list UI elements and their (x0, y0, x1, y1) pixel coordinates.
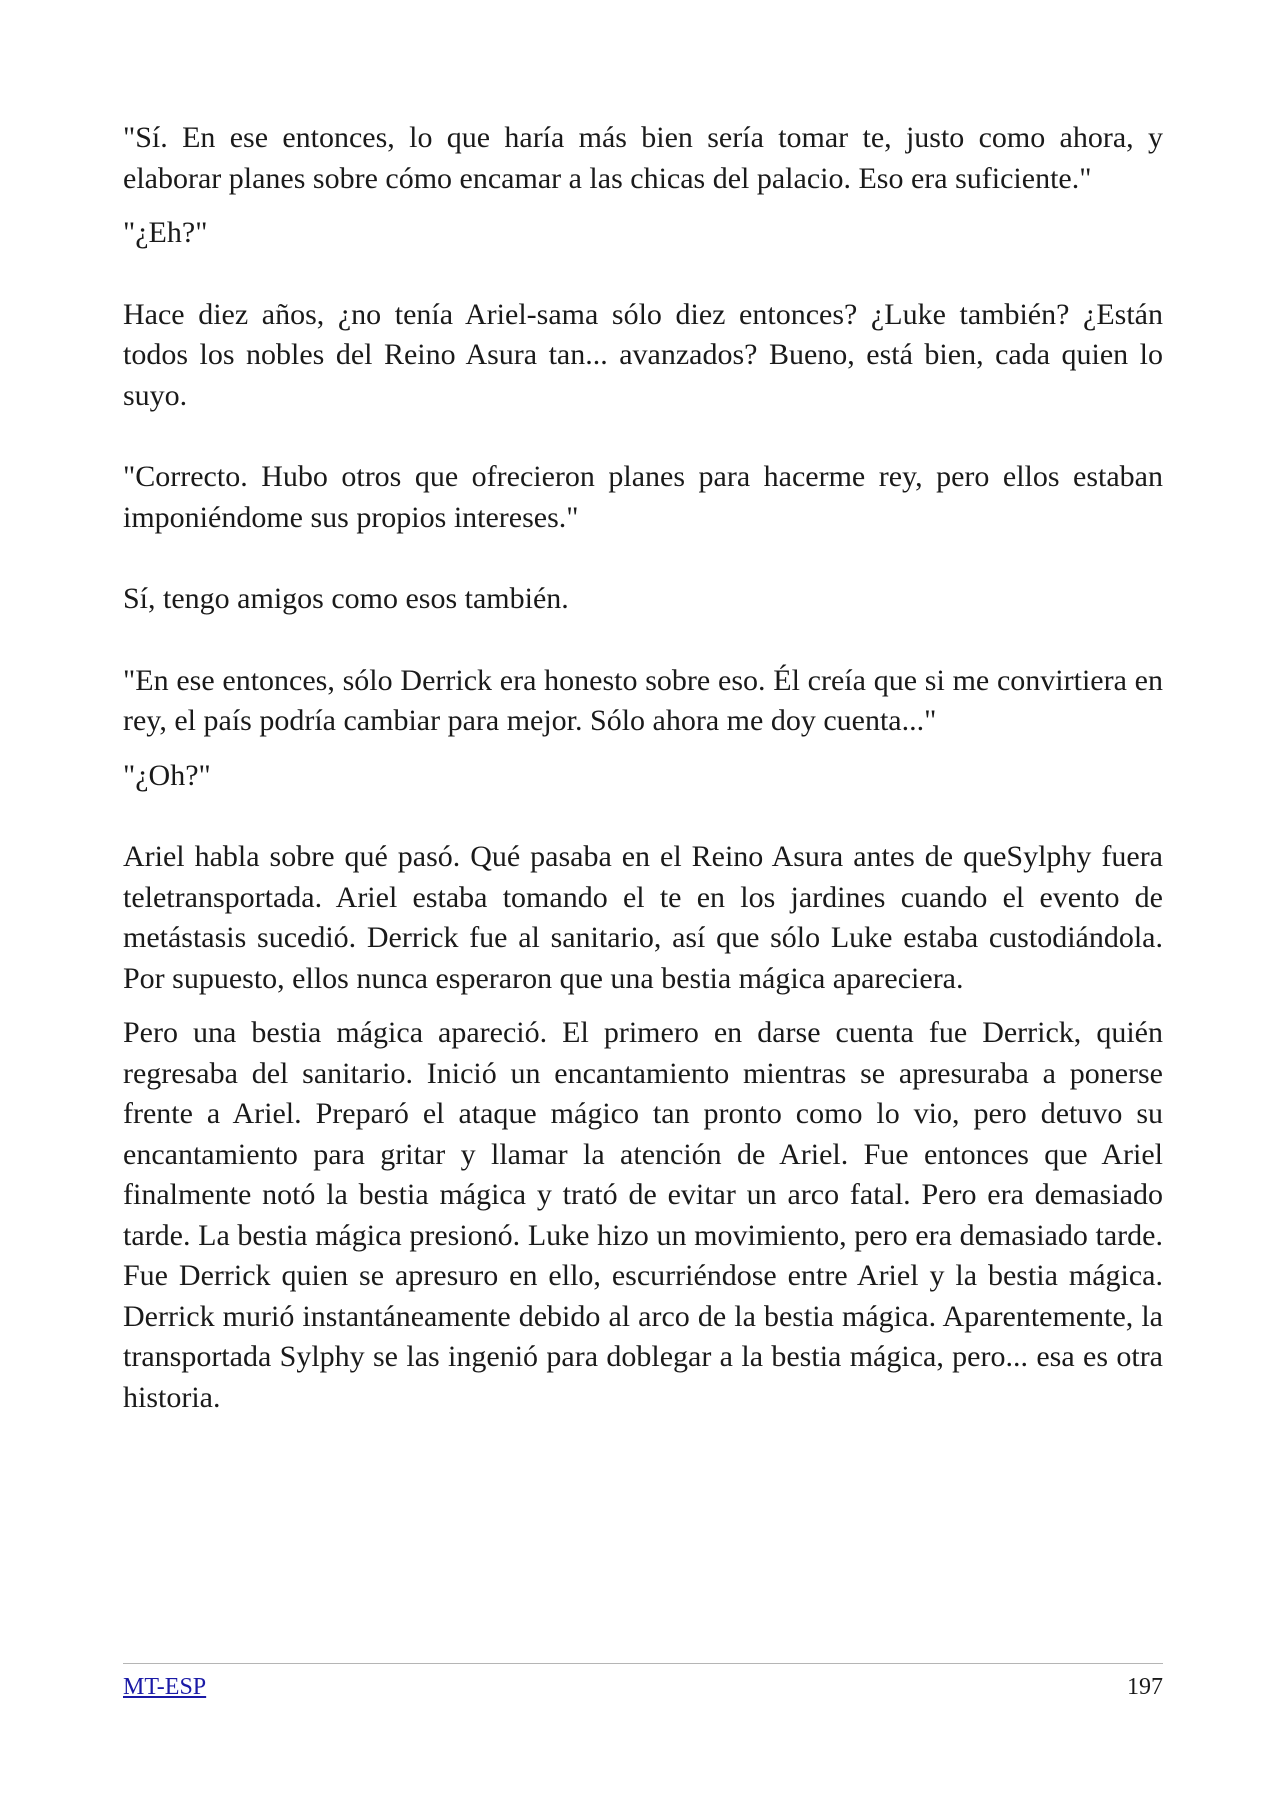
paragraph-1: "Sí. En ese entonces, lo que haría más bien sería tomar te, justo como ahora, y elaborar planes sobre cómo encamar a las chicas del palacio. Eso era suficiente." (123, 121, 1163, 195)
paragraph-2: "¿Eh?" (123, 216, 208, 249)
page-number: 197 (1127, 1674, 1163, 1700)
paragraph-9: Pero una bestia mágica apareció. El primero en darse cuenta fue Derrick, quién regresaba del sanitario. Inició un encantamiento mientras se apresuraba a ponerse frente a Ariel. Preparó el ataque mágico tan pronto como lo vio, pero detuvo su encantamiento para gritar y llamar la atención de Ariel. Fue entonces que Ariel finalmente notó la bestia mágica y trató de evitar un arco fatal. Pero era demasiado tarde. La bestia mágica presionó. Luke hizo un movimiento, pero era demasiado tarde. Fue Derrick quien se apresuro en ello, escurriéndose entre Ariel y la bestia mágica. Derrick murió instantáneamente debido al arco de la bestia mágica. Aparentemente, la transportada Sylphy se las ingenió para doblegar a la bestia mágica, pero... esa es otra historia. (123, 1016, 1163, 1414)
paragraph-5: Sí, tengo amigos como esos también. (123, 582, 569, 615)
footer-link[interactable]: MT-ESP (123, 1674, 207, 1700)
page-footer (123, 1663, 1163, 1702)
paragraph-7: "¿Oh?" (123, 758, 211, 792)
paragraph-4: "Correcto. Hubo otros que ofrecieron planes para hacerme rey, pero ellos estaban imponiéndome sus propios intereses." (123, 460, 1163, 534)
paragraph-8: Ariel habla sobre qué pasó. Qué pasaba en el Reino Asura antes de queSylphy fuera teletransportada. Ariel estaba tomando el te en los jardines cuando el evento de metástasis sucedió. Derrick fue al sanitario, así que sólo Luke estaba custodiándola. Por supuesto, ellos nunca esperaron que una bestia mágica apareciera. (123, 840, 1163, 995)
paragraph-6: "En ese entonces, sólo Derrick era honesto sobre eso. Él creía que si me convirtiera en rey, el país podría cambiar para mejor. Sólo ahora me doy cuenta..." (123, 663, 1163, 737)
page-body (123, 118, 1163, 1418)
paragraph-3: Hace diez años, ¿no tenía Ariel-sama sólo diez entonces? ¿Luke también? ¿Están todos los nobles del Reino Asura tan... avanzados? Bueno, está bien, cada quien lo suyo. (123, 297, 1163, 412)
